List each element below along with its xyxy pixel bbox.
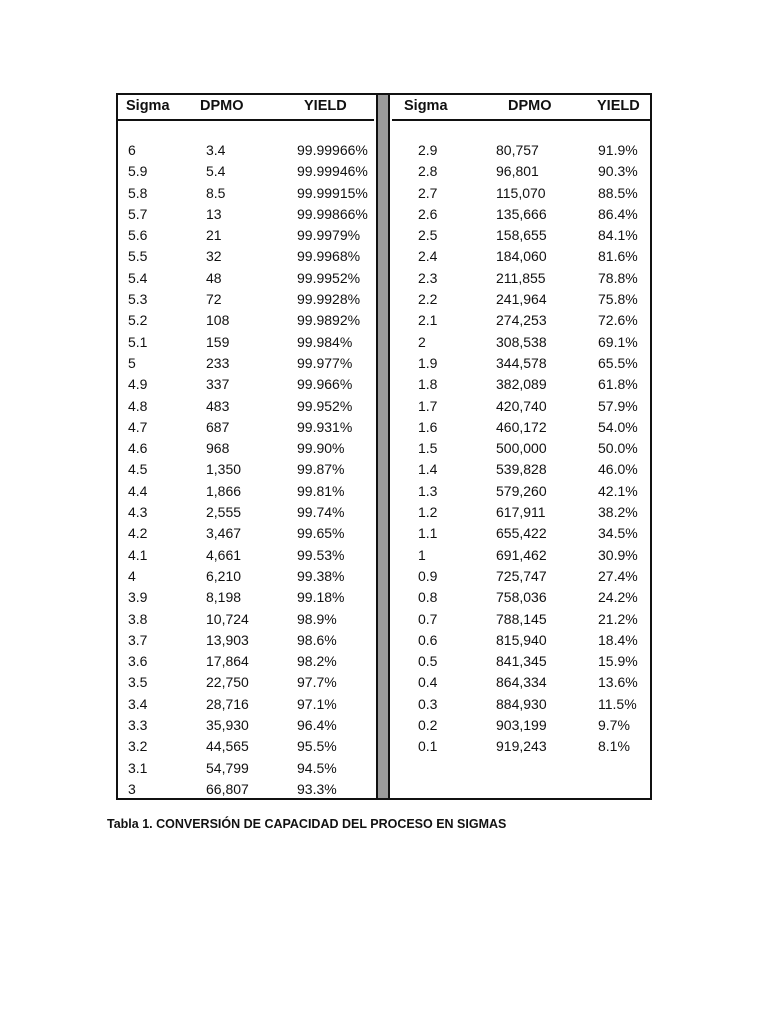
dpmo-cell: 725,747 (496, 567, 547, 584)
sigma-cell: 0.4 (418, 674, 438, 691)
sigma-cell: 1.7 (418, 397, 438, 414)
sigma-cell: 3.3 (128, 717, 148, 734)
sigma-cell: 3.6 (128, 653, 148, 670)
sigma-cell: 0.3 (418, 695, 438, 712)
sigma-cell: 2.2 (418, 291, 438, 308)
dpmo-cell: 2,555 (206, 504, 242, 521)
dpmo-cell: 617,911 (496, 504, 546, 521)
dpmo-cell: 1,350 (206, 461, 242, 478)
table-row (392, 246, 650, 267)
table-row (118, 481, 374, 502)
sigma-cell: 4.7 (128, 418, 148, 435)
yield-cell: 99.87% (297, 461, 345, 478)
sigma-cell: 5.1 (128, 333, 148, 350)
yield-cell: 46.0% (598, 461, 638, 478)
table-row (392, 523, 650, 544)
table-row (392, 672, 650, 693)
dpmo-cell: 968 (206, 440, 230, 457)
dpmo-cell: 6,210 (206, 567, 242, 584)
dpmo-cell: 8,198 (206, 589, 242, 606)
sigma-cell: 0.9 (418, 567, 438, 584)
yield-cell: 15.9% (598, 653, 638, 670)
sigma-cell: 1.6 (418, 418, 438, 435)
dpmo-cell: 344,578 (496, 354, 547, 371)
dpmo-cell: 3.4 (206, 142, 226, 158)
yield-cell: 34.5% (598, 525, 638, 542)
dpmo-cell: 1,866 (206, 482, 242, 499)
sigma-cell: 4.4 (128, 482, 148, 499)
table-row (392, 566, 650, 587)
table-row (118, 630, 374, 651)
right-header-row (392, 95, 650, 121)
yield-cell: 93.3% (297, 780, 337, 797)
yield-cell: 99.53% (297, 546, 345, 563)
sigma-conversion-table (116, 93, 652, 800)
sigma-cell: 1.9 (418, 354, 438, 371)
sigma-cell: 1.2 (418, 504, 438, 521)
header-sigma: Sigma (126, 98, 170, 114)
table-row (118, 310, 374, 331)
table-row (118, 609, 374, 630)
table-row (118, 268, 374, 289)
left-header-row (118, 95, 374, 121)
dpmo-cell: 4,661 (206, 546, 242, 563)
table-row (392, 438, 650, 459)
table-row (118, 183, 374, 204)
table-row (118, 396, 374, 417)
header-sigma: Sigma (404, 98, 448, 114)
dpmo-cell: 460,172 (496, 418, 547, 435)
yield-cell: 24.2% (598, 589, 638, 606)
table-row (392, 353, 650, 374)
sigma-cell: 2.6 (418, 205, 438, 222)
dpmo-cell: 48 (206, 269, 222, 286)
sigma-cell: 5.5 (128, 248, 148, 265)
sigma-cell: 4.8 (128, 397, 148, 414)
yield-cell: 99.9968% (297, 248, 361, 265)
left-rows (118, 140, 374, 800)
table-row (392, 609, 650, 630)
table-row (118, 353, 374, 374)
yield-cell: 78.8% (598, 269, 638, 286)
yield-cell: 42.1% (598, 482, 638, 499)
yield-cell: 13.6% (598, 674, 638, 691)
sigma-cell: 2.4 (418, 248, 438, 265)
yield-cell: 97.1% (297, 695, 337, 712)
yield-cell: 99.931% (297, 418, 353, 435)
yield-cell: 99.81% (297, 482, 345, 499)
yield-cell: 99.74% (297, 504, 345, 521)
sigma-cell: 1.1 (418, 525, 438, 542)
table-row (392, 481, 650, 502)
dpmo-cell: 5.4 (206, 163, 226, 180)
table-row (118, 651, 374, 672)
table-row (392, 310, 650, 331)
yield-cell: 27.4% (598, 567, 638, 584)
yield-cell: 99.38% (297, 567, 345, 584)
dpmo-cell: 66,807 (206, 780, 249, 797)
yield-cell: 81.6% (598, 248, 638, 265)
table-row (118, 758, 374, 779)
table-row (118, 140, 374, 161)
yield-cell: 88.5% (598, 184, 638, 201)
table-row (118, 417, 374, 438)
sigma-cell: 2.9 (418, 142, 438, 158)
yield-cell: 84.1% (598, 227, 638, 244)
table-divider (376, 95, 390, 798)
dpmo-cell: 54,799 (206, 759, 249, 776)
sigma-cell: 4.2 (128, 525, 148, 542)
table-row (118, 289, 374, 310)
table-row (392, 417, 650, 438)
sigma-cell: 3.8 (128, 610, 148, 627)
sigma-cell: 5.3 (128, 291, 148, 308)
yield-cell: 99.966% (297, 376, 353, 393)
dpmo-cell: 919,243 (496, 738, 547, 755)
yield-cell: 99.99915% (297, 184, 368, 201)
table-row (392, 140, 650, 161)
sigma-cell: 3 (128, 780, 136, 797)
sigma-cell: 0.8 (418, 589, 438, 606)
yield-cell: 11.5% (598, 695, 637, 712)
table-row (392, 502, 650, 523)
yield-cell: 96.4% (297, 717, 337, 734)
yield-cell: 99.984% (297, 333, 353, 350)
dpmo-cell: 274,253 (496, 312, 547, 329)
yield-cell: 57.9% (598, 397, 638, 414)
table-row (118, 332, 374, 353)
sigma-cell: 3.5 (128, 674, 148, 691)
yield-cell: 99.99946% (297, 163, 368, 180)
dpmo-cell: 841,345 (496, 653, 547, 670)
yield-cell: 72.6% (598, 312, 638, 329)
yield-cell: 99.9979% (297, 227, 361, 244)
sigma-cell: 2.8 (418, 163, 438, 180)
dpmo-cell: 420,740 (496, 397, 547, 414)
table-row (392, 715, 650, 736)
table-row (118, 672, 374, 693)
table-row (118, 694, 374, 715)
yield-cell: 50.0% (598, 440, 638, 457)
table-row (118, 715, 374, 736)
dpmo-cell: 10,724 (206, 610, 249, 627)
sigma-cell: 5.2 (128, 312, 148, 329)
dpmo-cell: 539,828 (496, 461, 547, 478)
dpmo-cell: 21 (206, 227, 222, 244)
table-row (118, 459, 374, 480)
table-row (392, 183, 650, 204)
yield-cell: 99.952% (297, 397, 353, 414)
sigma-cell: 3.4 (128, 695, 148, 712)
yield-cell: 98.9% (297, 610, 337, 627)
dpmo-cell: 337 (206, 376, 230, 393)
sigma-cell: 3.9 (128, 589, 148, 606)
dpmo-cell: 233 (206, 354, 230, 371)
yield-cell: 99.9928% (297, 291, 361, 308)
right-rows (392, 140, 650, 758)
sigma-cell: 2.3 (418, 269, 438, 286)
dpmo-cell: 8.5 (206, 184, 226, 201)
yield-cell: 97.7% (297, 674, 337, 691)
sigma-cell: 4.5 (128, 461, 148, 478)
table-row (392, 694, 650, 715)
yield-cell: 99.99966% (297, 142, 368, 158)
dpmo-cell: 241,964 (496, 291, 547, 308)
sigma-cell: 5.9 (128, 163, 148, 180)
dpmo-cell: 159 (206, 333, 230, 350)
right-table-panel (392, 95, 650, 798)
table-row (392, 651, 650, 672)
dpmo-cell: 158,655 (496, 227, 547, 244)
sigma-cell: 5.8 (128, 184, 148, 201)
table-row (118, 438, 374, 459)
dpmo-cell: 788,145 (496, 610, 547, 627)
table-row (118, 779, 374, 800)
yield-cell: 38.2% (598, 504, 638, 521)
yield-cell: 95.5% (297, 738, 337, 755)
yield-cell: 98.2% (297, 653, 337, 670)
dpmo-cell: 382,089 (496, 376, 547, 393)
left-table-panel (118, 95, 374, 798)
yield-cell: 8.1% (598, 738, 630, 755)
sigma-cell: 0.6 (418, 631, 438, 648)
table-row (118, 246, 374, 267)
sigma-cell: 3.7 (128, 631, 148, 648)
table-row (392, 736, 650, 757)
yield-cell: 86.4% (598, 205, 638, 222)
yield-cell: 75.8% (598, 291, 638, 308)
table-row (392, 332, 650, 353)
sigma-cell: 0.1 (418, 738, 438, 755)
sigma-cell: 4.6 (128, 440, 148, 457)
yield-cell: 65.5% (598, 354, 638, 371)
table-row (392, 545, 650, 566)
dpmo-cell: 308,538 (496, 333, 547, 350)
yield-cell: 61.8% (598, 376, 638, 393)
table-row (118, 523, 374, 544)
table-row (392, 225, 650, 246)
table-row (392, 204, 650, 225)
yield-cell: 21.2% (598, 610, 638, 627)
yield-cell: 9.7% (598, 717, 630, 734)
dpmo-cell: 108 (206, 312, 230, 329)
sigma-cell: 5.7 (128, 205, 148, 222)
yield-cell: 30.9% (598, 546, 638, 563)
table-row (118, 566, 374, 587)
table-row (118, 225, 374, 246)
sigma-cell: 4.9 (128, 376, 148, 393)
dpmo-cell: 28,716 (206, 695, 249, 712)
dpmo-cell: 115,070 (496, 184, 546, 201)
sigma-cell: 1.8 (418, 376, 438, 393)
sigma-cell: 2.1 (418, 312, 438, 329)
table-row (118, 587, 374, 608)
sigma-cell: 5.4 (128, 269, 148, 286)
sigma-cell: 4.1 (128, 546, 148, 563)
dpmo-cell: 184,060 (496, 248, 547, 265)
yield-cell: 91.9% (598, 142, 638, 158)
sigma-cell: 6 (128, 142, 136, 158)
dpmo-cell: 691,462 (496, 546, 547, 563)
table-caption: Tabla 1. CONVERSIÓN DE CAPACIDAD DEL PROCESO EN SIGMAS (107, 817, 507, 831)
table-row (392, 396, 650, 417)
table-row (392, 630, 650, 651)
dpmo-cell: 211,855 (496, 269, 546, 286)
table-row (118, 161, 374, 182)
table-row (118, 545, 374, 566)
table-row (392, 289, 650, 310)
sigma-cell: 0.7 (418, 610, 438, 627)
sigma-cell: 2.5 (418, 227, 438, 244)
dpmo-cell: 135,666 (496, 205, 547, 222)
dpmo-cell: 13 (206, 205, 222, 222)
yield-cell: 94.5% (297, 759, 337, 776)
sigma-cell: 4 (128, 567, 136, 584)
yield-cell: 18.4% (598, 631, 638, 648)
yield-cell: 99.65% (297, 525, 345, 542)
dpmo-cell: 579,260 (496, 482, 547, 499)
sigma-cell: 5 (128, 354, 136, 371)
sigma-cell: 1 (418, 546, 426, 563)
sigma-cell: 3.1 (128, 759, 148, 776)
sigma-cell: 1.5 (418, 440, 438, 457)
table-row (392, 161, 650, 182)
header-yield: YIELD (304, 98, 347, 114)
dpmo-cell: 864,334 (496, 674, 547, 691)
dpmo-cell: 44,565 (206, 738, 249, 755)
yield-cell: 54.0% (598, 418, 638, 435)
dpmo-cell: 96,801 (496, 163, 539, 180)
table-row (392, 268, 650, 289)
yield-cell: 99.9952% (297, 269, 361, 286)
dpmo-cell: 483 (206, 397, 230, 414)
dpmo-cell: 3,467 (206, 525, 242, 542)
dpmo-cell: 72 (206, 291, 222, 308)
table-row (118, 374, 374, 395)
sigma-cell: 2 (418, 333, 426, 350)
dpmo-cell: 32 (206, 248, 222, 265)
sigma-cell: 2.7 (418, 184, 438, 201)
yield-cell: 99.18% (297, 589, 345, 606)
sigma-cell: 1.4 (418, 461, 438, 478)
dpmo-cell: 815,940 (496, 631, 547, 648)
table-row (118, 204, 374, 225)
dpmo-cell: 758,036 (496, 589, 547, 606)
header-dpmo: DPMO (508, 98, 552, 114)
table-row (118, 502, 374, 523)
yield-cell: 98.6% (297, 631, 337, 648)
sigma-cell: 0.2 (418, 717, 438, 734)
table-row (392, 587, 650, 608)
sigma-cell: 5.6 (128, 227, 148, 244)
dpmo-cell: 17,864 (206, 653, 249, 670)
yield-cell: 99.9892% (297, 312, 361, 329)
dpmo-cell: 903,199 (496, 717, 547, 734)
sigma-cell: 1.3 (418, 482, 438, 499)
sigma-cell: 4.3 (128, 504, 148, 521)
dpmo-cell: 35,930 (206, 717, 249, 734)
table-row (118, 736, 374, 757)
dpmo-cell: 655,422 (496, 525, 547, 542)
dpmo-cell: 13,903 (206, 631, 249, 648)
yield-cell: 99.99866% (297, 205, 368, 222)
table-row (392, 374, 650, 395)
dpmo-cell: 687 (206, 418, 230, 435)
yield-cell: 99.90% (297, 440, 345, 457)
sigma-cell: 3.2 (128, 738, 148, 755)
dpmo-cell: 884,930 (496, 695, 547, 712)
yield-cell: 69.1% (598, 333, 638, 350)
sigma-cell: 0.5 (418, 653, 438, 670)
header-yield: YIELD (597, 98, 640, 114)
yield-cell: 99.977% (297, 354, 353, 371)
header-dpmo: DPMO (200, 98, 244, 114)
dpmo-cell: 80,757 (496, 142, 539, 158)
table-row (392, 459, 650, 480)
yield-cell: 90.3% (598, 163, 638, 180)
dpmo-cell: 22,750 (206, 674, 249, 691)
dpmo-cell: 500,000 (496, 440, 547, 457)
